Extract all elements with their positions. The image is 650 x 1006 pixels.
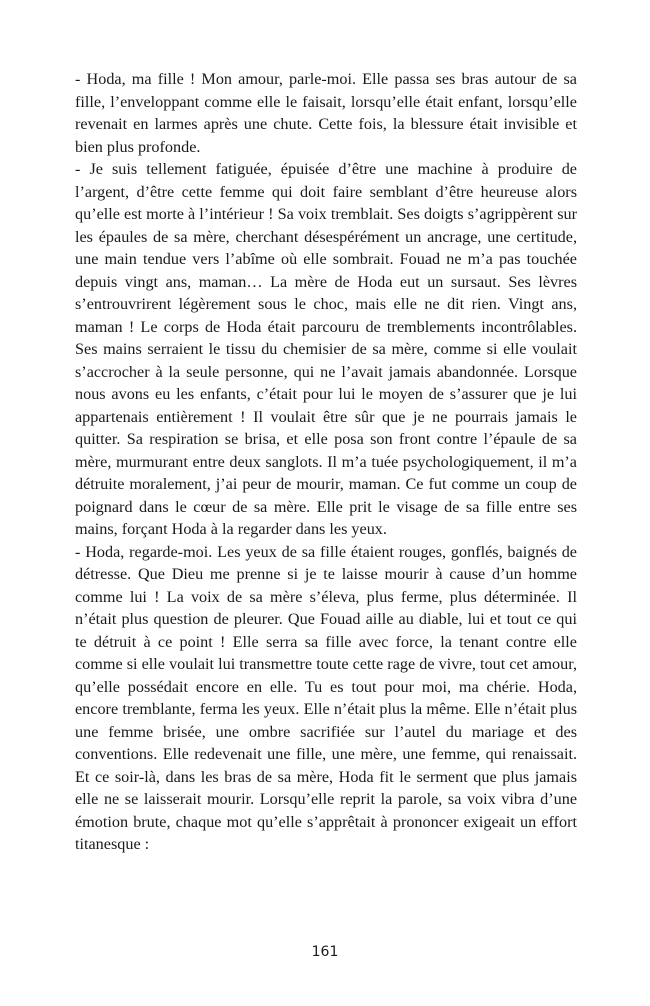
body-text (75, 68, 577, 856)
paragraph-1: - Hoda, ma fille ! Mon amour, parle-moi. Elle passa ses bras autour de sa fille, l’enveloppant comme elle le faisait, lorsqu’elle était enfant, lorsqu’elle revenait en larmes après une chute. Cette fois, la blessure était invisible et bien plus profonde. (75, 70, 577, 156)
paragraph-2: - Je suis tellement fatiguée, épuisée d’être une machine à produire de l’argent, d’être cette femme qui doit faire semblant d’être heureuse alors qu’elle est morte à l’intérieur ! Sa voix tremblait. Ses doigts s’agrippèrent sur les épaules de sa mère, cherchant désespérément un ancrage, une certitude, une main tendue vers l’abîme où elle sombrait. Fouad ne m’a pas touchée depuis vingt ans, maman… La mère de Hoda eut un sursaut. Ses lèvres s’entrouvrirent légèrement sous le choc, mais elle ne dit rien. Vingt ans, maman ! Le corps de Hoda était parcouru de tremblements incontrôlables. Ses mains serraient le tissu du chemisier de sa mère, comme si elle voulait s’accrocher à la seule personne, qui ne l’avait jamais abandonnée. Lorsque nous avons eu les enfants, c’était pour lui le moyen de s’assurer que je lui appartenais entièrement ! Il voulait être sûr que je ne pourrais jamais le quitter. Sa respiration se brisa, et elle posa son front contre l’épaule de sa mère, murmurant entre deux sanglots. Il m’a tuée psychologiquement, il m’a détruite moralement, j’ai peur de mourir, maman. Ce fut comme un coup de poignard dans le cœur de sa mère. Elle prit le visage de sa fille entre ses mains, forçant Hoda à la regarder dans les yeux. (75, 160, 577, 538)
page-number: 161 (311, 944, 339, 960)
paragraph-3: - Hoda, regarde-moi. Les yeux de sa fille étaient rouges, gonflés, baignés de détresse. Que Dieu me prenne si je te laisse mourir à cause d’un homme comme lui ! La voix de sa mère s’éleva, plus ferme, plus déterminée. Il n’était plus question de pleurer. Que Fouad aille au diable, lui et tout ce qui te détruit à ce point ! Elle serra sa fille avec force, la tenant contre elle comme si elle voulait lui transmettre toute cette rage de vivre, tout cet amour, qu’elle possédait encore en elle. Tu es tout pour moi, ma chérie. Hoda, encore tremblante, ferma les yeux. Elle n’était plus la même. Elle n’était plus une femme brisée, une ombre sacrifiée sur l’autel du mariage et des conventions. Elle redevenait une fille, une mère, une femme, qui renaissait. Et ce soir-là, dans les bras de sa mère, Hoda fit le serment que plus jamais elle ne se laisserait mourir. Lorsqu’elle reprit la parole, sa voix vibra d’une émotion brute, chaque mot qu’elle s’apprêtait à prononcer exigeait un effort titanesque : (75, 542, 577, 853)
